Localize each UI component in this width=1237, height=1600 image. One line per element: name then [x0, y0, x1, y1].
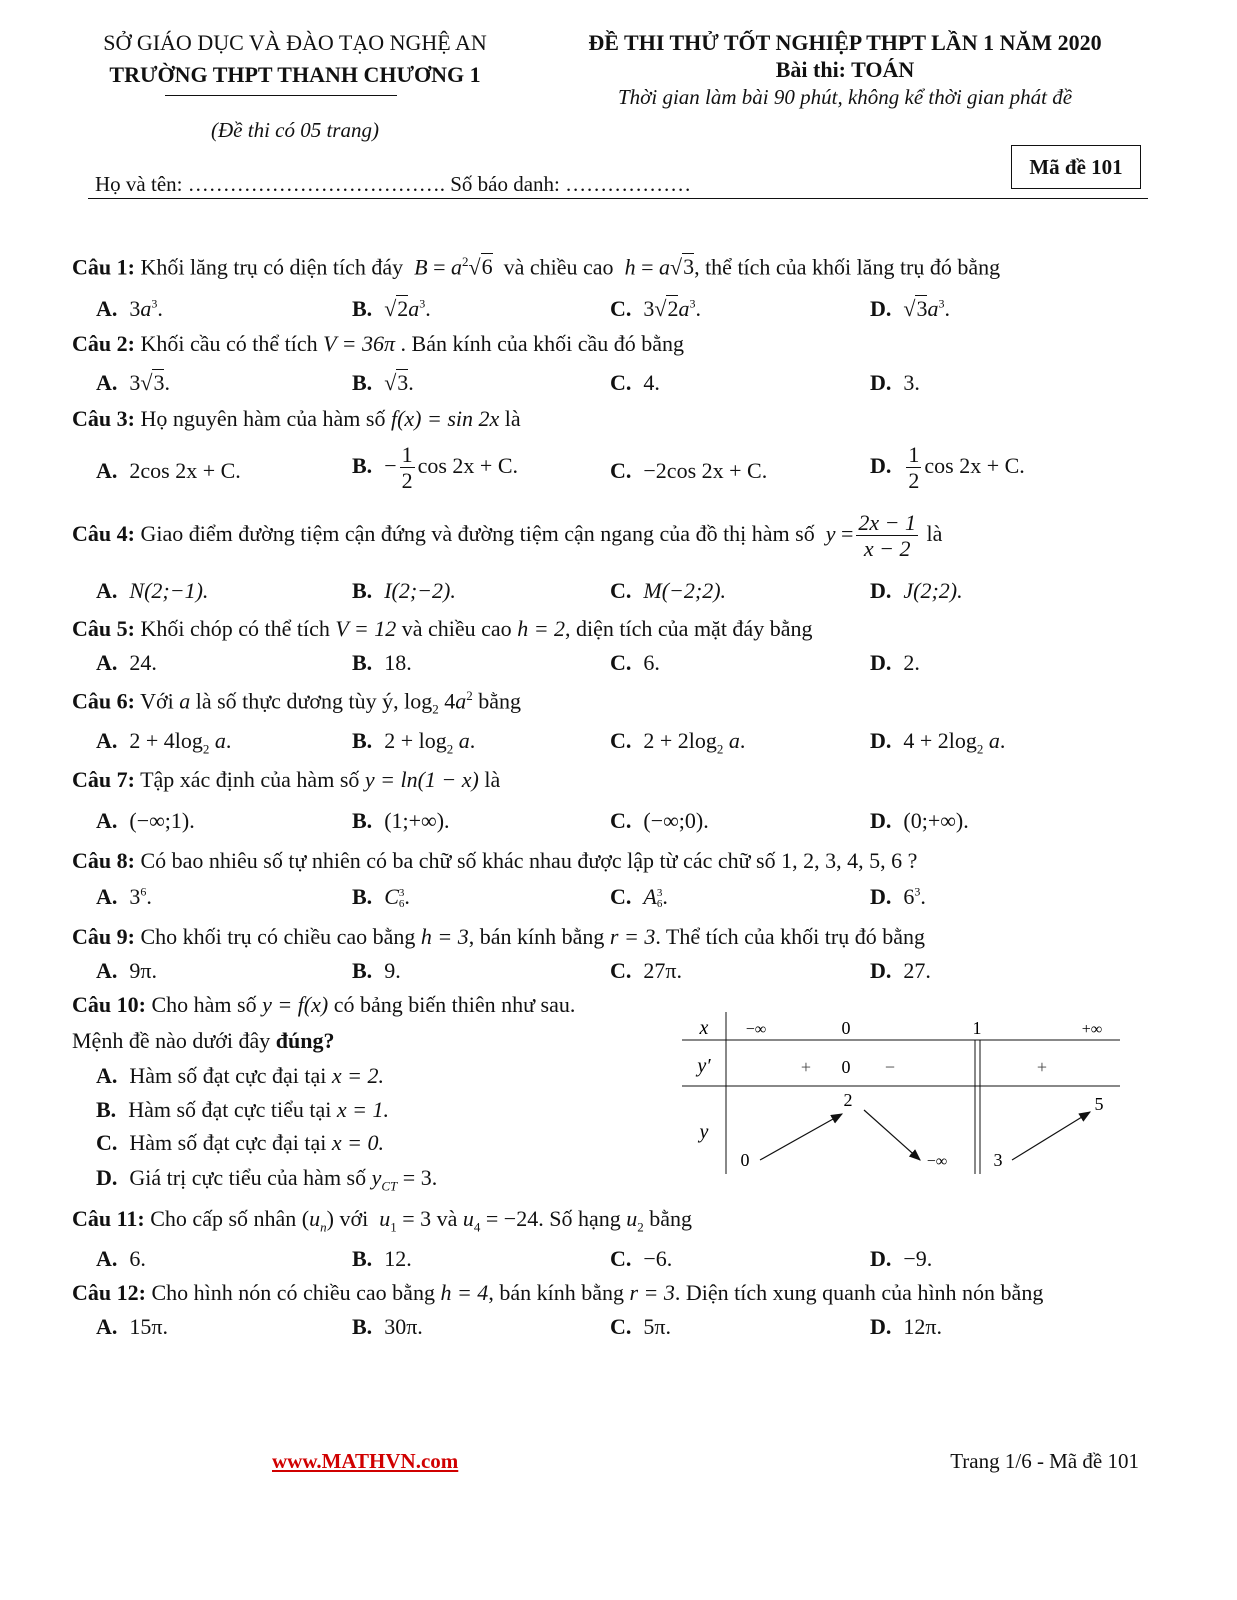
q7-option-a: A. (−∞;1). [96, 808, 195, 833]
q1-option-d: D. $√3a^3$. [870, 296, 950, 321]
question-12: Câu 12: Cho hình nón có chiều cao bằng h = 4, bán kính bằng r = 3. Diện tích xung quanh của hình nón bằng [72, 1280, 1044, 1305]
q11-option-a: A. 6. [96, 1246, 146, 1271]
y-value: 0 [740, 1150, 750, 1170]
candidate-name-line: Họ và tên: ………………………………. Số báo danh: ……………… [95, 172, 692, 196]
q4-option-b: B. I(2;−2). [352, 578, 456, 603]
q10-option-a: A. Hàm số đạt cực đại tại x = 2. [96, 1063, 385, 1088]
q7-option-c: C. (−∞;0). [610, 808, 709, 833]
question-10-prompt: Mệnh đề nào dưới đây đúng? [72, 1028, 335, 1053]
q11-option-b: B. 12. [352, 1246, 412, 1271]
row-label-yprime: y′ [697, 1055, 711, 1077]
y-value: 5 [1094, 1094, 1104, 1114]
question-6: Câu 6: Với a là số thực dương tùy ý, $\log_2 4a^2$ bằng [72, 688, 522, 717]
q12-option-b: B. 30π. [352, 1314, 423, 1339]
increase-arrow [1012, 1112, 1090, 1160]
q8-option-b: B. C 3 6 . [352, 884, 410, 910]
q5-option-d: D. 2. [870, 650, 920, 675]
question-4: Câu 4: Giao điểm đường tiệm cận đứng và đường tiệm cận ngang của đồ thị hàm số y = $\frac{2x - 1}{x - 2}$ là [72, 510, 943, 562]
school-name: TRƯỜNG THPT THANH CHƯƠNG 1 [109, 62, 481, 87]
q8-option-d: D. $6^3$. [870, 884, 926, 909]
derivative-sign: + [1036, 1057, 1048, 1077]
x-value: 1 [972, 1018, 982, 1038]
q3-option-d: D. $\frac{1}{2}$ cos 2x + C. [870, 442, 1025, 494]
row-label-y: y [699, 1121, 709, 1143]
x-value: 0 [841, 1018, 851, 1038]
question-7: Câu 7: Tập xác định của hàm số y = ln(1 − x) là [72, 767, 501, 792]
q2-option-c: C. 4. [610, 370, 660, 395]
q7-option-d: D. (0;+∞). [870, 808, 969, 833]
q9-option-b: B. 9. [352, 958, 401, 983]
q3-option-b: B. − $\frac{1}{2}$ cos 2x + C. [352, 442, 519, 494]
q9-option-a: A. 9π. [96, 958, 157, 983]
q6-option-c: C. $2 + 2\log_2$ a. [610, 728, 746, 757]
row-label-x: x [699, 1017, 709, 1039]
footer-website-link[interactable]: www.MATHVN.com [272, 1449, 459, 1473]
decrease-arrow [864, 1110, 920, 1160]
q1-option-b: B. $√2a^3$. [352, 296, 431, 321]
derivative-sign: − [884, 1057, 896, 1077]
q8-option-a: A. $3^6$. [96, 884, 152, 909]
q5-option-a: A. 24. [96, 650, 157, 675]
question-11: Câu 11: Cho cấp số nhân $(u_n)$ với $u_1 = 3$ và $u_4 = -24$. Số hạng $u_2$ bằng [72, 1206, 692, 1235]
q5-option-c: C. 6. [610, 650, 660, 675]
question-2: Câu 2: Khối cầu có thể tích V = 36π . Bán kính của khối cầu đó bằng [72, 331, 685, 356]
y-value: 2 [843, 1090, 853, 1110]
q6-option-a: A. $2 + 4\log_2$ a. [96, 728, 232, 757]
exam-code-box: Mã đề 101 [1011, 145, 1141, 189]
exam-title: ĐỀ THI THỬ TỐT NGHIỆP THPT LẦN 1 NĂM 2020 [588, 30, 1102, 55]
increase-arrow [760, 1114, 842, 1160]
q2-option-b: B. √3. [352, 370, 414, 395]
q10-option-c: C. Hàm số đạt cực đại tại x = 0. [96, 1130, 385, 1155]
question-3: Câu 3: Họ nguyên hàm của hàm số f(x) = sin 2x là [72, 406, 521, 431]
q10-option-d: D. Giá trị cực tiểu của hàm số $y_{CT} = 3$. [96, 1165, 438, 1194]
q9-option-c: C. 27π. [610, 958, 682, 983]
q12-option-c: C. 5π. [610, 1314, 671, 1339]
q5-option-b: B. 18. [352, 650, 412, 675]
q3-option-a: A. 2cos 2x + C. [96, 458, 241, 483]
derivative-zero: 0 [841, 1057, 851, 1077]
q4-option-c: C. M(−2;2). [610, 578, 727, 603]
q12-option-a: A. 15π. [96, 1314, 168, 1339]
exam-time-note: Thời gian làm bài 90 phút, không kể thời gian phát đề [617, 85, 1073, 109]
y-value: −∞ [926, 1153, 948, 1170]
question-8: Câu 8: Có bao nhiêu số tự nhiên có ba chữ số khác nhau được lập từ các chữ số 1, 2, 3, 4, 5, 6 ? [72, 848, 918, 873]
q12-option-d: D. 12π. [870, 1314, 942, 1339]
q8-option-c: C. A 3 6 . [610, 884, 668, 910]
question-10: Câu 10: Cho hàm số y = f(x) có bảng biến thiên như sau. [72, 992, 576, 1017]
q7-option-b: B. (1;+∞). [352, 808, 450, 833]
q6-option-d: D. $4 + 2\log_2$ a. [870, 728, 1006, 757]
q4-option-d: D. J(2;2). [870, 578, 963, 603]
exam-subject: Bài thi: TOÁN [775, 57, 915, 82]
y-value: 3 [993, 1150, 1003, 1170]
q6-option-b: B. $2 + \log_2 a$. [352, 728, 476, 757]
q1-option-a: A. $3a^3$. [96, 296, 163, 321]
q1-option-c: C. $3√2a^3$. [610, 296, 701, 321]
q11-option-c: C. −6. [610, 1246, 673, 1271]
q9-option-d: D. 27. [870, 958, 931, 983]
header-bottom-rule [88, 198, 1148, 199]
q11-option-d: D. −9. [870, 1246, 933, 1271]
derivative-sign: + [800, 1057, 812, 1077]
question-5: Câu 5: Khối chóp có thể tích V = 12 và chiều cao h = 2, diện tích của mặt đáy bằng [72, 616, 813, 641]
q2-option-a: A. 3√3. [96, 370, 170, 395]
question-9: Câu 9: Cho khối trụ có chiều cao bằng h = 3, bán kính bằng r = 3. Thể tích của khối trụ đó bằng [72, 924, 925, 949]
q3-option-c: C. −2cos 2x + C. [610, 458, 768, 483]
department-name: SỞ GIÁO DỤC VÀ ĐÀO TẠO NGHỆ AN [103, 30, 487, 55]
pages-note: (Đề thi có 05 trang) [211, 118, 379, 142]
x-value: +∞ [1081, 1021, 1103, 1038]
q2-option-d: D. 3. [870, 370, 920, 395]
header-divider [165, 95, 397, 96]
question-1: Câu 1: Khối lăng trụ có diện tích đáy $B = a^2√6$ và chiều cao h = a√3, thể tích của khối lăng trụ đó bằng [72, 254, 1001, 280]
q4-option-a: A. N(2;−1). [96, 578, 209, 603]
x-value: −∞ [745, 1021, 767, 1038]
q10-option-b: B. Hàm số đạt cực tiểu tại x = 1. [96, 1097, 389, 1122]
variation-table [682, 1010, 1122, 1176]
page-number: Trang 1/6 - Mã đề 101 [950, 1449, 1139, 1473]
